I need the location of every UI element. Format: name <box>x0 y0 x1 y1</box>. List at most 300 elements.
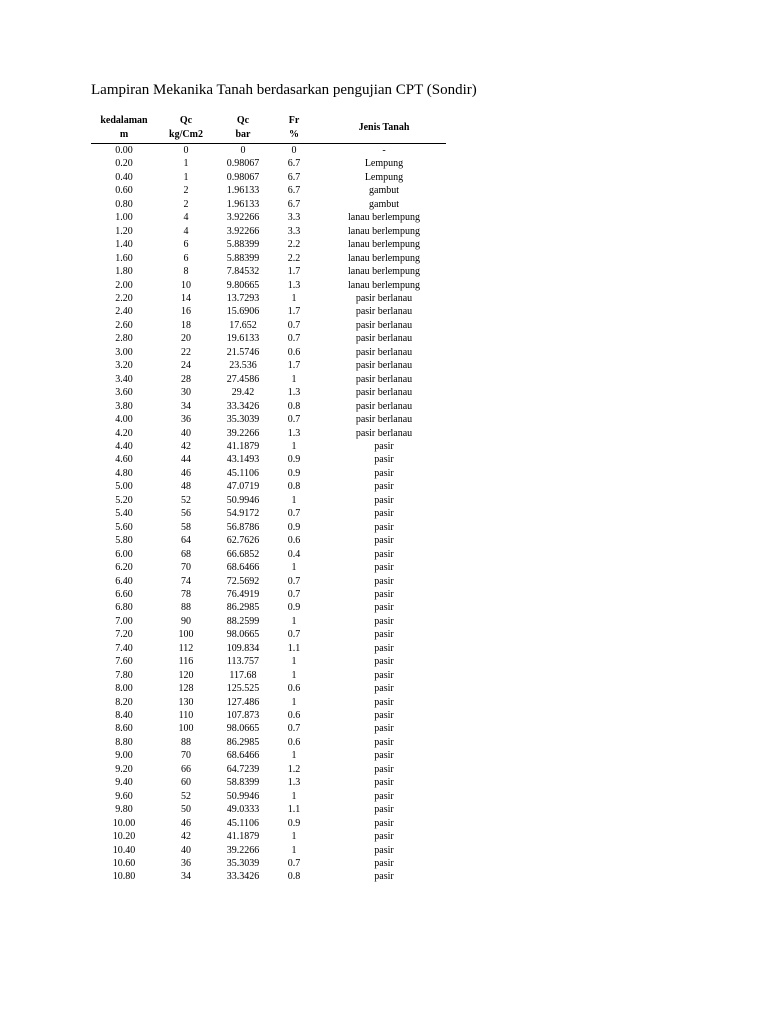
fr-cell: 1 <box>291 440 297 452</box>
table-row <box>91 669 446 682</box>
soil-type-cell: pasir berlanau <box>355 414 413 426</box>
qc-kg-cell: 74 <box>181 575 191 587</box>
table-row <box>91 736 446 749</box>
depth-cell: 0.60 <box>115 185 133 197</box>
qc-bar-cell: 113.757 <box>226 656 260 668</box>
soil-type-cell: lanau berlempung <box>348 252 420 264</box>
table-row <box>91 534 446 547</box>
soil-type-cell: pasir berlanau <box>355 319 413 331</box>
fr-cell: 0.6 <box>287 535 301 547</box>
depth-cell: 2.80 <box>115 333 133 345</box>
qc-bar-cell: 45.1106 <box>226 467 260 479</box>
qc-bar-cell: 66.6852 <box>226 548 260 560</box>
qc-bar-cell: 49.0333 <box>226 804 260 816</box>
qc-bar-cell: 15.6906 <box>226 306 260 318</box>
depth-cell: 0.00 <box>115 145 133 156</box>
qc-bar-cell: 9.80665 <box>226 279 260 291</box>
qc-kg-cell: 100 <box>178 723 194 735</box>
qc-kg-cell: 58 <box>181 521 191 533</box>
depth-cell: 0.20 <box>115 158 133 170</box>
soil-type-cell: pasir berlanau <box>355 427 413 439</box>
qc-kg-cell: 88 <box>181 736 191 748</box>
fr-cell: 1 <box>291 790 297 802</box>
table-row <box>91 870 446 883</box>
depth-cell: 1.20 <box>115 225 133 237</box>
qc-bar-cell: 27.4586 <box>226 373 260 385</box>
soil-type-cell: gambut <box>369 185 399 197</box>
qc-bar-cell: 86.2985 <box>226 602 260 614</box>
header-qc-bar: Qc bar <box>235 115 251 140</box>
soil-type-cell: pasir <box>374 562 394 574</box>
qc-kg-cell: 50 <box>181 804 191 816</box>
table-row <box>91 144 446 157</box>
fr-cell: 0.9 <box>287 817 301 829</box>
table-row <box>91 521 446 534</box>
table-row <box>91 763 446 776</box>
soil-type-cell: pasir <box>374 817 394 829</box>
soil-type-cell: pasir berlanau <box>355 306 413 318</box>
table-row <box>91 157 446 170</box>
depth-cell: 1.40 <box>115 239 133 251</box>
depth-cell: 7.60 <box>115 656 133 668</box>
qc-kg-cell: 46 <box>181 817 191 829</box>
table-row <box>91 655 446 668</box>
qc-bar-cell: 47.0719 <box>226 481 260 493</box>
depth-cell: 5.60 <box>115 521 133 533</box>
depth-cell: 9.60 <box>115 790 133 802</box>
header-qc-kg: Qc kg/Cm2 <box>169 115 203 140</box>
fr-cell: 2.2 <box>287 252 301 264</box>
qc-bar-cell: 50.9946 <box>226 494 260 506</box>
fr-cell: 0.9 <box>287 454 301 466</box>
page-title: Lampiran Mekanika Tanah berdasarkan pengujian CPT (Sondir) <box>91 82 477 98</box>
qc-bar-cell: 1.96133 <box>226 185 260 197</box>
soil-type-cell: pasir <box>374 508 394 520</box>
table-row <box>91 494 446 507</box>
qc-bar-cell: 7.84532 <box>226 266 260 278</box>
depth-cell: 6.20 <box>115 562 133 574</box>
depth-cell: 8.80 <box>115 736 133 748</box>
table-header <box>91 114 446 144</box>
qc-kg-cell: 18 <box>181 319 191 331</box>
depth-cell: 4.80 <box>115 467 133 479</box>
qc-kg-cell: 20 <box>181 333 191 345</box>
fr-cell: 6.7 <box>287 171 301 183</box>
depth-cell: 6.80 <box>115 602 133 614</box>
depth-cell: 2.00 <box>115 279 133 291</box>
qc-kg-cell: 2 <box>183 198 189 210</box>
qc-bar-cell: 117.68 <box>229 669 257 681</box>
soil-type-cell: pasir <box>374 535 394 547</box>
qc-bar-cell: 45.1106 <box>226 817 260 829</box>
soil-type-cell: pasir <box>374 736 394 748</box>
depth-cell: 5.20 <box>115 494 133 506</box>
qc-bar-cell: 88.2599 <box>226 615 260 627</box>
table-row <box>91 252 446 265</box>
soil-type-cell: pasir berlanau <box>355 333 413 345</box>
soil-type-cell: pasir <box>374 790 394 802</box>
qc-bar-cell: 1.96133 <box>226 198 260 210</box>
table-row <box>91 453 446 466</box>
soil-type-cell: pasir <box>374 467 394 479</box>
table-row <box>91 790 446 803</box>
qc-kg-cell: 42 <box>181 831 191 843</box>
depth-cell: 8.40 <box>115 710 133 722</box>
soil-type-cell: pasir <box>374 642 394 654</box>
table-row <box>91 319 446 332</box>
depth-cell: 3.00 <box>115 346 133 358</box>
qc-kg-cell: 0 <box>183 145 189 156</box>
qc-kg-cell: 110 <box>178 710 194 722</box>
qc-bar-cell: 0.98067 <box>226 158 260 170</box>
qc-kg-cell: 44 <box>181 454 191 466</box>
fr-cell: 1 <box>291 831 297 843</box>
qc-kg-cell: 52 <box>181 790 191 802</box>
table-row <box>91 184 446 197</box>
qc-bar-cell: 29.42 <box>231 387 255 399</box>
soil-type-cell: lanau berlempung <box>348 266 420 278</box>
fr-cell: 1 <box>291 750 297 762</box>
table-row <box>91 749 446 762</box>
qc-bar-cell: 107.873 <box>226 710 260 722</box>
table-row <box>91 588 446 601</box>
fr-cell: 1.3 <box>287 777 301 789</box>
qc-kg-cell: 88 <box>181 602 191 614</box>
qc-kg-cell: 70 <box>181 562 191 574</box>
fr-cell: 1.1 <box>287 804 301 816</box>
qc-bar-cell: 33.3426 <box>226 871 260 883</box>
table-row <box>91 642 446 655</box>
fr-cell: 0.8 <box>287 481 301 493</box>
soil-type-cell: lanau berlempung <box>348 212 420 224</box>
depth-cell: 6.60 <box>115 588 133 600</box>
fr-cell: 0.6 <box>287 346 301 358</box>
qc-kg-cell: 10 <box>181 279 191 291</box>
depth-cell: 9.40 <box>115 777 133 789</box>
soil-type-cell: pasir <box>374 696 394 708</box>
qc-bar-cell: 68.6466 <box>226 562 260 574</box>
qc-bar-cell: 21.5746 <box>226 346 260 358</box>
qc-bar-cell: 5.88399 <box>226 252 260 264</box>
table-row <box>91 346 446 359</box>
fr-cell: 1.7 <box>287 266 301 278</box>
fr-cell: 0.7 <box>287 858 301 870</box>
depth-cell: 8.20 <box>115 696 133 708</box>
qc-kg-cell: 42 <box>181 440 191 452</box>
table-row <box>91 386 446 399</box>
depth-cell: 1.00 <box>115 212 133 224</box>
fr-cell: 0.6 <box>287 710 301 722</box>
depth-cell: 4.20 <box>115 427 133 439</box>
table-row <box>91 575 446 588</box>
depth-cell: 10.00 <box>112 817 136 829</box>
soil-type-cell: lanau berlempung <box>348 225 420 237</box>
fr-cell: 1 <box>291 562 297 574</box>
qc-bar-cell: 68.6466 <box>226 750 260 762</box>
depth-cell: 4.60 <box>115 454 133 466</box>
qc-bar-cell: 39.2266 <box>226 844 260 856</box>
table-row <box>91 198 446 211</box>
depth-cell: 0.40 <box>115 171 133 183</box>
table-row <box>91 359 446 372</box>
fr-cell: 1 <box>291 494 297 506</box>
qc-kg-cell: 70 <box>181 750 191 762</box>
depth-cell: 6.00 <box>115 548 133 560</box>
qc-kg-cell: 34 <box>181 400 191 412</box>
fr-cell: 1.7 <box>287 306 301 318</box>
soil-type-cell: gambut <box>369 198 399 210</box>
qc-bar-cell: 41.1879 <box>226 440 260 452</box>
soil-type-cell: pasir <box>374 548 394 560</box>
table-row <box>91 265 446 278</box>
soil-type-cell: pasir <box>374 615 394 627</box>
table-row <box>91 171 446 184</box>
table-row <box>91 548 446 561</box>
qc-bar-cell: 3.92266 <box>226 212 260 224</box>
table-row <box>91 817 446 830</box>
table-row <box>91 413 446 426</box>
table-row <box>91 480 446 493</box>
fr-cell: 6.7 <box>287 158 301 170</box>
table-row <box>91 467 446 480</box>
depth-cell: 0.80 <box>115 198 133 210</box>
fr-cell: 0.7 <box>287 629 301 641</box>
soil-type-cell: lanau berlempung <box>348 239 420 251</box>
table-row <box>91 830 446 843</box>
qc-kg-cell: 64 <box>181 535 191 547</box>
fr-cell: 1.1 <box>287 642 301 654</box>
qc-bar-cell: 72.5692 <box>226 575 260 587</box>
depth-cell: 10.40 <box>112 844 136 856</box>
table-row <box>91 279 446 292</box>
table-row <box>91 305 446 318</box>
table-row <box>91 507 446 520</box>
depth-cell: 9.80 <box>115 804 133 816</box>
qc-kg-cell: 56 <box>181 508 191 520</box>
fr-cell: 0.7 <box>287 319 301 331</box>
table-row <box>91 709 446 722</box>
qc-kg-cell: 100 <box>178 629 194 641</box>
qc-bar-cell: 43.1493 <box>226 454 260 466</box>
table-row <box>91 292 446 305</box>
qc-bar-cell: 39.2266 <box>226 427 260 439</box>
fr-cell: 0.7 <box>287 414 301 426</box>
soil-type-cell: pasir <box>374 602 394 614</box>
soil-type-cell: pasir <box>374 723 394 735</box>
soil-type-cell: pasir <box>374 763 394 775</box>
qc-kg-cell: 34 <box>181 871 191 883</box>
qc-bar-cell: 50.9946 <box>226 790 260 802</box>
fr-cell: 0.7 <box>287 575 301 587</box>
qc-kg-cell: 40 <box>181 844 191 856</box>
depth-cell: 4.40 <box>115 440 133 452</box>
qc-kg-cell: 116 <box>178 656 194 668</box>
qc-bar-cell: 13.7293 <box>226 292 260 304</box>
fr-cell: 0 <box>291 145 297 156</box>
soil-type-cell: pasir <box>374 844 394 856</box>
fr-cell: 0.6 <box>287 683 301 695</box>
fr-cell: 0.7 <box>287 723 301 735</box>
fr-cell: 6.7 <box>287 198 301 210</box>
qc-kg-cell: 4 <box>183 212 189 224</box>
qc-kg-cell: 24 <box>181 360 191 372</box>
qc-bar-cell: 33.3426 <box>226 400 260 412</box>
qc-kg-cell: 130 <box>178 696 194 708</box>
depth-cell: 7.20 <box>115 629 133 641</box>
soil-type-cell: pasir <box>374 440 394 452</box>
header-fr: Fr % <box>288 115 300 140</box>
qc-kg-cell: 36 <box>181 414 191 426</box>
depth-cell: 6.40 <box>115 575 133 587</box>
fr-cell: 1 <box>291 669 297 681</box>
fr-cell: 0.8 <box>287 871 301 883</box>
fr-cell: 3.3 <box>287 225 301 237</box>
soil-type-cell: pasir berlanau <box>355 400 413 412</box>
soil-type-cell: pasir <box>374 575 394 587</box>
fr-cell: 0.8 <box>287 400 301 412</box>
fr-cell: 1.7 <box>287 360 301 372</box>
qc-bar-cell: 41.1879 <box>226 831 260 843</box>
soil-type-cell: pasir <box>374 777 394 789</box>
qc-kg-cell: 14 <box>181 292 191 304</box>
qc-bar-cell: 62.7626 <box>226 535 260 547</box>
depth-cell: 4.00 <box>115 414 133 426</box>
table-row <box>91 803 446 816</box>
qc-kg-cell: 60 <box>181 777 191 789</box>
table-row <box>91 238 446 251</box>
qc-kg-cell: 36 <box>181 858 191 870</box>
table-row <box>91 427 446 440</box>
qc-kg-cell: 1 <box>183 158 189 170</box>
fr-cell: 0.4 <box>287 548 301 560</box>
table-row <box>91 373 446 386</box>
fr-cell: 1 <box>291 656 297 668</box>
depth-cell: 9.00 <box>115 750 133 762</box>
depth-cell: 3.20 <box>115 360 133 372</box>
fr-cell: 1 <box>291 615 297 627</box>
qc-bar-cell: 98.0665 <box>226 629 260 641</box>
qc-bar-cell: 76.4919 <box>226 588 260 600</box>
table-row <box>91 615 446 628</box>
qc-kg-cell: 66 <box>181 763 191 775</box>
qc-kg-cell: 4 <box>183 225 189 237</box>
table-row <box>91 332 446 345</box>
soil-type-cell: pasir berlanau <box>355 360 413 372</box>
depth-cell: 10.60 <box>112 858 136 870</box>
qc-kg-cell: 8 <box>183 266 189 278</box>
qc-bar-cell: 3.92266 <box>226 225 260 237</box>
soil-type-cell: pasir <box>374 494 394 506</box>
fr-cell: 1.3 <box>287 387 301 399</box>
qc-kg-cell: 48 <box>181 481 191 493</box>
table-row <box>91 561 446 574</box>
qc-kg-cell: 30 <box>181 387 191 399</box>
soil-type-cell: pasir <box>374 521 394 533</box>
depth-cell: 7.00 <box>115 615 133 627</box>
soil-type-cell: pasir <box>374 831 394 843</box>
soil-type-cell: pasir <box>374 710 394 722</box>
table-row <box>91 440 446 453</box>
depth-cell: 5.80 <box>115 535 133 547</box>
qc-kg-cell: 6 <box>183 239 189 251</box>
soil-type-cell: Lempung <box>364 158 404 170</box>
qc-bar-cell: 127.486 <box>226 696 260 708</box>
qc-kg-cell: 46 <box>181 467 191 479</box>
fr-cell: 3.3 <box>287 212 301 224</box>
fr-cell: 0.9 <box>287 602 301 614</box>
soil-type-cell: pasir <box>374 588 394 600</box>
header-soil-type: Jenis Tanah <box>358 122 410 133</box>
depth-cell: 2.40 <box>115 306 133 318</box>
depth-cell: 3.40 <box>115 373 133 385</box>
soil-type-cell: - <box>382 145 386 156</box>
qc-kg-cell: 28 <box>181 373 191 385</box>
fr-cell: 2.2 <box>287 239 301 251</box>
qc-bar-cell: 125.525 <box>226 683 260 695</box>
depth-cell: 9.20 <box>115 763 133 775</box>
qc-bar-cell: 98.0665 <box>226 723 260 735</box>
soil-type-cell: Lempung <box>364 171 404 183</box>
table-row <box>91 400 446 413</box>
qc-bar-cell: 17.652 <box>229 319 257 331</box>
soil-type-cell: pasir berlanau <box>355 373 413 385</box>
qc-bar-cell: 54.9172 <box>226 508 260 520</box>
depth-cell: 8.00 <box>115 683 133 695</box>
qc-bar-cell: 23.536 <box>229 360 257 372</box>
qc-bar-cell: 35.3039 <box>226 414 260 426</box>
fr-cell: 1 <box>291 844 297 856</box>
depth-cell: 1.80 <box>115 266 133 278</box>
depth-cell: 7.40 <box>115 642 133 654</box>
depth-cell: 10.80 <box>112 871 136 883</box>
qc-kg-cell: 78 <box>181 588 191 600</box>
depth-cell: 7.80 <box>115 669 133 681</box>
fr-cell: 0.9 <box>287 521 301 533</box>
qc-bar-cell: 58.8399 <box>226 777 260 789</box>
fr-cell: 0.7 <box>287 588 301 600</box>
fr-cell: 0.6 <box>287 736 301 748</box>
qc-bar-cell: 56.8786 <box>226 521 260 533</box>
soil-type-cell: pasir <box>374 750 394 762</box>
table-row <box>91 628 446 641</box>
soil-type-cell: pasir berlanau <box>355 346 413 358</box>
soil-type-cell: pasir <box>374 683 394 695</box>
fr-cell: 1.2 <box>287 763 301 775</box>
depth-cell: 3.80 <box>115 400 133 412</box>
depth-cell: 1.60 <box>115 252 133 264</box>
soil-type-cell: pasir <box>374 858 394 870</box>
soil-type-cell: pasir <box>374 871 394 883</box>
fr-cell: 1 <box>291 292 297 304</box>
table-row <box>91 211 446 224</box>
table-body <box>91 144 446 884</box>
depth-cell: 2.20 <box>115 292 133 304</box>
soil-type-cell: pasir <box>374 804 394 816</box>
qc-bar-cell: 0.98067 <box>226 171 260 183</box>
fr-cell: 1 <box>291 696 297 708</box>
soil-type-cell: pasir <box>374 481 394 493</box>
fr-cell: 6.7 <box>287 185 301 197</box>
qc-bar-cell: 5.88399 <box>226 239 260 251</box>
header-depth: kedalaman m <box>100 115 148 140</box>
depth-cell: 5.00 <box>115 481 133 493</box>
depth-cell: 8.60 <box>115 723 133 735</box>
qc-kg-cell: 68 <box>181 548 191 560</box>
qc-kg-cell: 112 <box>178 642 194 654</box>
soil-type-cell: lanau berlempung <box>348 279 420 291</box>
qc-kg-cell: 40 <box>181 427 191 439</box>
qc-kg-cell: 52 <box>181 494 191 506</box>
